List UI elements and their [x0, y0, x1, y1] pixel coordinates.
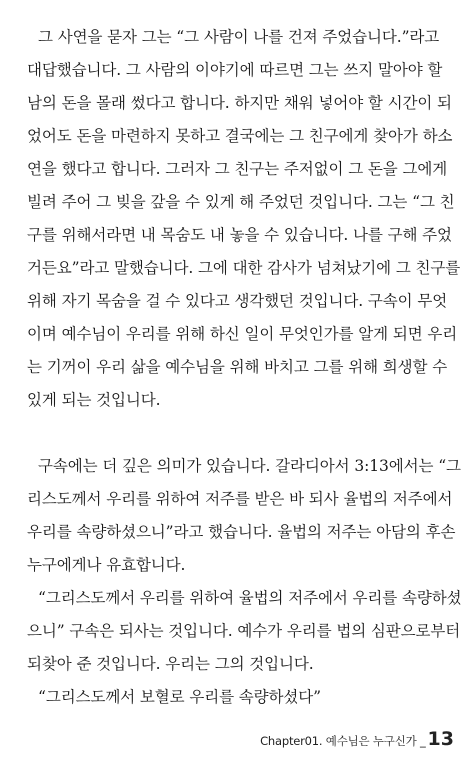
paragraph-1-line-10: 이며 예수님이 우리를 위해 하신 일이 무엇인가를 알게 되면 우리	[27, 325, 458, 343]
paragraph-1-line-4: 었어도 돈을 마련하지 못하고 결국에는 그 친구에게 찾아가 하소	[27, 127, 453, 145]
paragraph-1-line-2: 대답했습니다. 그 사람의 이야기에 따르면 그는 쓰지 말아야 할	[27, 61, 443, 79]
paragraph-1-line-6: 빌려 주어 그 빚을 갚을 수 있게 해 주었던 것입니다. 그는 “그 친	[27, 193, 455, 211]
quote-1-line-1: “그리스도께서 우리를 위하여 율법의 저주에서 우리를 속량하셨	[38, 589, 462, 607]
quote-1-line-3: 되찾아 준 것입니다. 우리는 그의 것입니다.	[27, 655, 314, 673]
paragraph-1-line-5: 연을 했다고 합니다. 그러자 그 친구는 주저없이 그 돈을 그에게	[27, 160, 448, 178]
paragraph-1-line-7: 구를 위해서라면 내 목숨도 내 놓을 수 있습니다. 나를 구해 주었	[27, 226, 452, 244]
paragraph-1-line-9: 위해 자기 목숨을 걸 수 있다고 생각했던 것입니다. 구속이 무엇	[27, 292, 448, 310]
paragraph-2-line-4: 누구에게나 유효합니다.	[27, 556, 186, 574]
paragraph-1-line-8: 거든요”라고 말했습니다. 그에 대한 감사가 넘쳐났기에 그 친구를	[27, 259, 461, 277]
paragraph-1-line-3: 남의 돈을 몰래 썼다고 합니다. 하지만 채워 넣어야 할 시간이 되	[27, 94, 452, 112]
paragraph-2-line-3: 우리를 속량하셨으니”라고 했습니다. 율법의 저주는 아담의 후손	[27, 523, 456, 541]
chapter-label: Chapter01. 예수님은 누구신가 _	[260, 734, 426, 748]
paragraph-1-line-11: 는 기꺼이 우리 삶을 예수님을 위해 바치고 그를 위해 희생할 수	[27, 358, 448, 376]
paragraph-1-line-1: 그 사연을 묻자 그는 “그 사람이 나를 건져 주었습니다.”라고	[38, 28, 440, 46]
quote-1-line-2: 으니” 구속은 되사는 것입니다. 예수가 우리를 법의 심판으로부터	[27, 622, 461, 640]
page-number: 13	[427, 728, 454, 750]
paragraph-2-line-1: 구속에는 더 깊은 의미가 있습니다. 갈라디아서 3:13에서는 “그	[38, 457, 461, 475]
paragraph-1-line-12: 있게 되는 것입니다.	[27, 391, 161, 409]
paragraph-2-line-2: 리스도께서 우리를 위하여 저주를 받은 바 되사 율법의 저주에서	[27, 490, 453, 508]
quote-2-line-1: “그리스도께서 보혈로 우리를 속량하셨다”	[38, 688, 321, 706]
page-footer	[260, 728, 454, 752]
